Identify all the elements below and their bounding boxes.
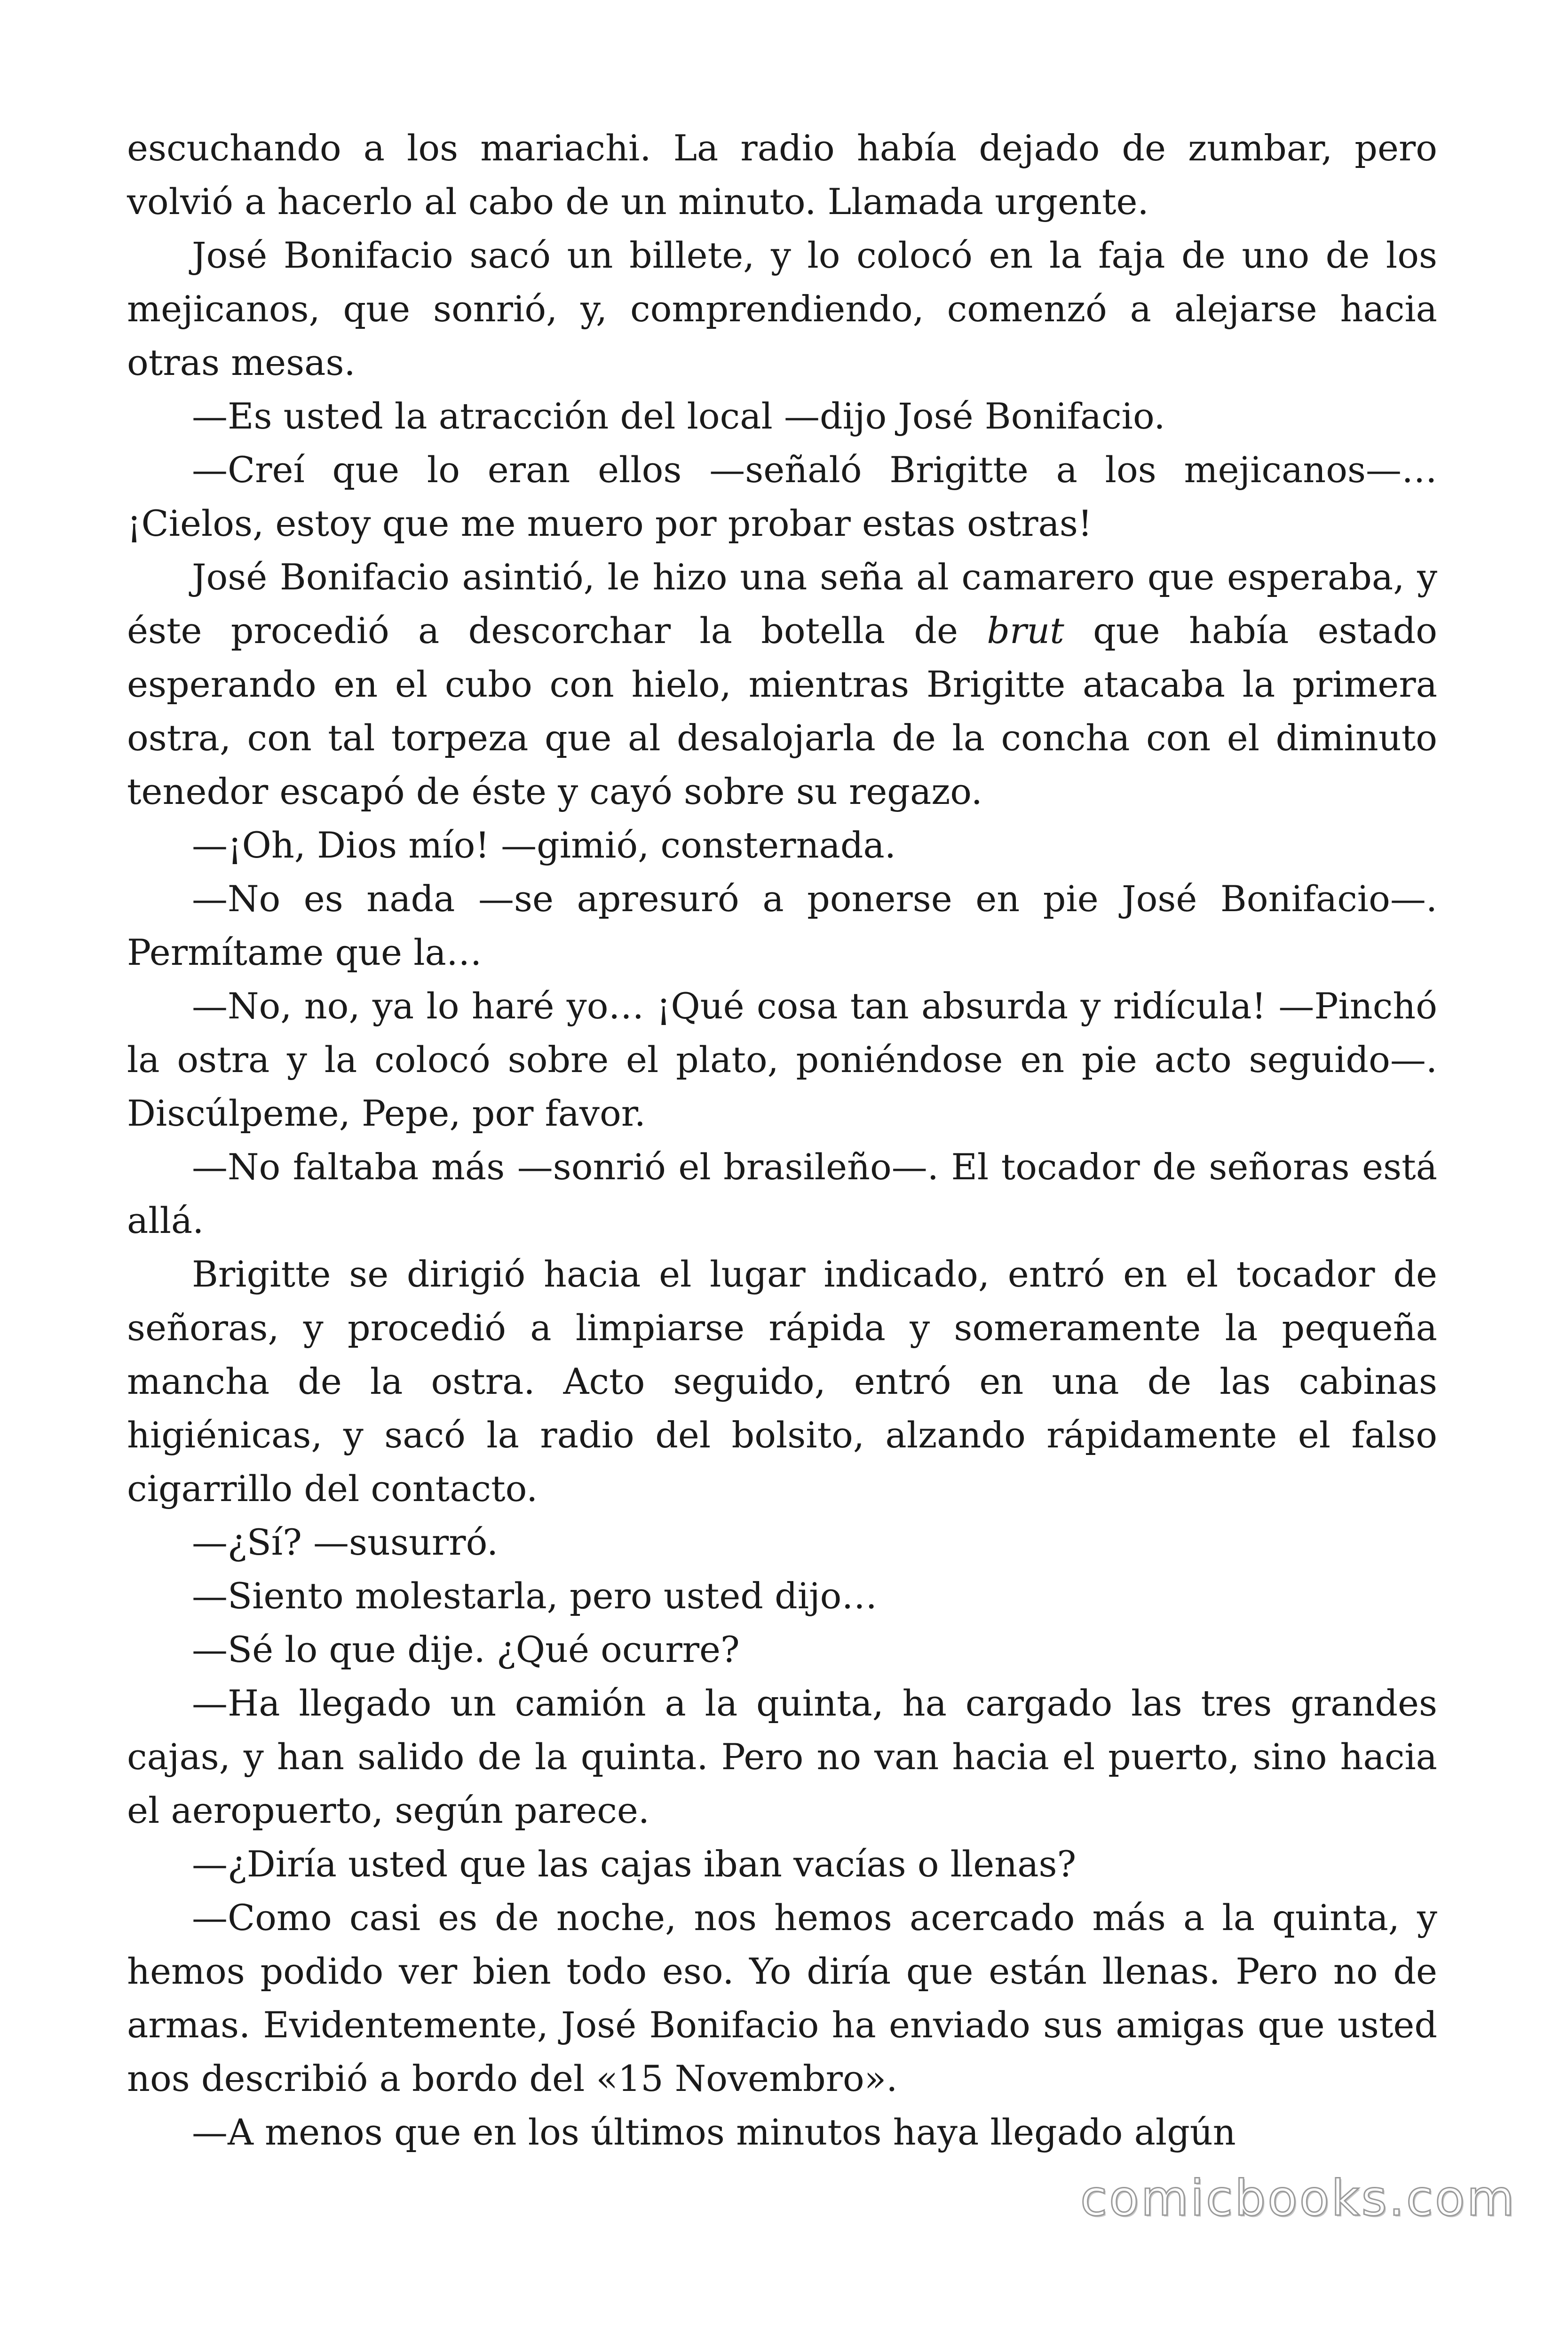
text-run: José Bonifacio asintió, le hizo una seña al camarero que esperaba, y éste procedió a descorchar la botella de <box>127 556 1437 652</box>
dialogue-line: —¿Sí? —susurró. <box>192 1521 499 1563</box>
paragraph <box>127 550 1437 818</box>
dialogue-line: —¡Oh, Dios mío! —gimió, consternada. <box>192 824 896 866</box>
paragraph: José Bonifacio sacó un billete, y lo colocó en la faja de uno de los mejicanos, que sonrió, y, comprendiendo, comenzó a alejarse hacia otras mesas. <box>127 234 1437 383</box>
watermark: comicbooks.com <box>1080 2169 1516 2227</box>
dialogue-line: —Es usted la atracción del local —dijo José Bonifacio. <box>192 395 1165 437</box>
dialogue-line: —Como casi es de noche, nos hemos acercado más a la quinta, y hemos podido ver bien todo eso. Yo diría que están llenas. Pero no de armas. Evidentemente, José Bonifacio ha enviado sus amigas que usted nos describió a bordo del «15 Novembro». <box>127 1897 1437 2099</box>
dialogue-line: —No, no, ya lo haré yo… ¡Qué cosa tan absurda y ridícula! —Pinchó la ostra y la colocó sobre el plato, poniéndose en pie acto seguido—. Discúlpeme, Pepe, por favor. <box>127 985 1437 1134</box>
dialogue-line: —A menos que en los últimos minutos haya llegado algún <box>192 2111 1236 2153</box>
dialogue-line: —¿Diría usted que las cajas iban vacías o llenas? <box>192 1843 1077 1885</box>
dialogue-line: —Sé lo que dije. ¿Qué ocurre? <box>192 1629 740 1670</box>
dialogue-line: —No es nada —se apresuró a ponerse en pie José Bonifacio—. Permítame que la… <box>127 878 1437 973</box>
dialogue-line: —No faltaba más —sonrió el brasileño—. El tocador de señoras está allá. <box>127 1146 1437 1241</box>
dialogue-line: —Siento molestarla, pero usted dijo… <box>192 1575 878 1617</box>
paragraph: Brigitte se dirigió hacia el lugar indicado, entró en el tocador de señoras, y procedió a limpiarse rápida y someramente la pequeña mancha de la ostra. Acto seguido, entró en una de las cabinas higiénicas, y sacó la radio del bolsito, alzando rápidamente el falso cigarrillo del contacto. <box>127 1253 1437 1510</box>
body-text <box>127 121 1437 2159</box>
italic-word: brut <box>987 610 1064 652</box>
dialogue-line: —Creí que lo eran ellos —señaló Brigitte a los mejicanos—… ¡Cielos, estoy que me muero por probar estas ostras! <box>127 449 1437 544</box>
text-run: que había estado esperando en el cubo con hielo, mientras Brigitte atacaba la primera ostra, con tal torpeza que al desalojarla de la concha con el diminuto tenedor escapó de éste y cayó sobre su regazo. <box>127 610 1437 812</box>
dialogue-line: —Ha llegado un camión a la quinta, ha cargado las tres grandes cajas, y han salido de la quinta. Pero no van hacia el puerto, sino hacia el aeropuerto, según parece. <box>127 1682 1437 1831</box>
paragraph-continuation: escuchando a los mariachi. La radio había dejado de zumbar, pero volvió a hacerlo al cabo de un minuto. Llamada urgente. <box>127 127 1437 222</box>
